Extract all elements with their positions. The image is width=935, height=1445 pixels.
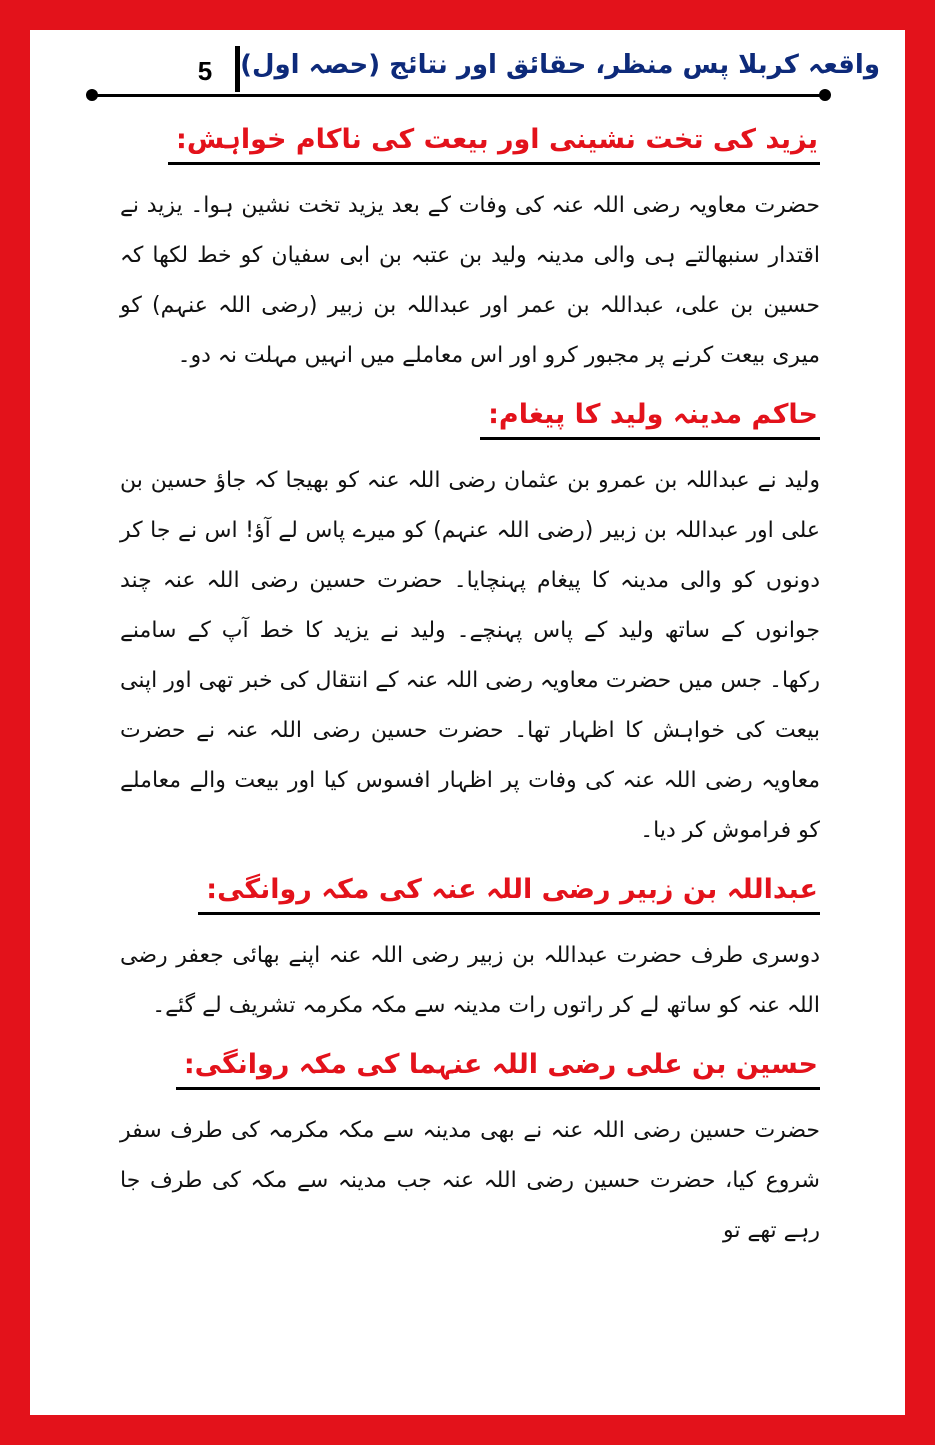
section-paragraph: حضرت حسین رضی اللہ عنہ نے بھی مدینہ سے مکہ مکرمہ کی طرف سفر شروع کیا، حضرت حسین رضی اللہ عنہ جب مدینہ سے مکہ کی طرف جا رہے تھے تو xyxy=(120,1118,820,1243)
page-number: 5 xyxy=(197,56,213,86)
header-rule xyxy=(90,94,825,97)
page-content xyxy=(120,118,820,1268)
section-heading: حاکم مدینہ ولید کا پیغام: xyxy=(480,393,820,440)
page-header xyxy=(30,30,905,102)
section xyxy=(120,393,820,856)
section-heading: یزید کی تخت نشینی اور بیعت کی ناکام خواہش: xyxy=(168,118,820,165)
rule-end-dot xyxy=(86,89,98,101)
section-paragraph: ولید نے عبداللہ بن عمرو بن عثمان رضی اللہ عنہ کو بھیجا کہ جاؤ حسین بن علی اور عبداللہ بن زبیر (رضی اللہ عنہم) کو میرے پاس لے آؤ! اس نے جا کر دونوں کو والی مدینہ کا پیغام پہنچایا۔ حضرت حسین رضی اللہ عنہ چند جوانوں کے ساتھ ولید کے پاس پہنچے۔ ولید نے یزید کا خط آپ کے سامنے رکھا۔ جس میں حضرت معاویہ رضی اللہ عنہ کے انتقال کی خبر تھی اور اپنی بیعت کی خواہش کا اظہار تھا۔ حضرت حسین رضی اللہ عنہ نے حضرت معاویہ رضی اللہ عنہ کی وفات پر اظہار افسوس کیا اور بیعت والے معاملے کو فراموش کر دیا۔ xyxy=(120,468,820,843)
section-heading: حسین بن علی رضی اللہ عنہما کی مکہ روانگی: xyxy=(176,1043,820,1090)
section-heading: عبداللہ بن زبیر رضی اللہ عنہ کی مکہ روانگی: xyxy=(198,868,820,915)
section xyxy=(120,118,820,381)
section-paragraph: حضرت معاویہ رضی اللہ عنہ کی وفات کے بعد یزید تخت نشین ہوا۔ یزید نے اقتدار سنبھالتے ہی والی مدینہ ولید بن عتبہ بن ابی سفیان کو خط لکھا کہ حسین بن علی، عبداللہ بن عمر اور عبداللہ بن زبیر (رضی اللہ عنہم) کو میری بیعت کرنے پر مجبور کرو اور اس معاملے میں انہیں مہلت نہ دو۔ xyxy=(120,193,820,368)
section xyxy=(120,868,820,1031)
book-title: واقعہ کربلا پس منظر، حقائق اور نتائج (حصہ اول) xyxy=(240,50,880,80)
rule-end-dot xyxy=(819,89,831,101)
book-page xyxy=(30,30,905,1415)
section xyxy=(120,1043,820,1256)
section-paragraph: دوسری طرف حضرت عبداللہ بن زبیر رضی اللہ عنہ اپنے بھائی جعفر رضی اللہ عنہ کو ساتھ لے کر راتوں رات مدینہ سے مکہ مکرمہ تشریف لے گئے۔ xyxy=(120,943,820,1018)
